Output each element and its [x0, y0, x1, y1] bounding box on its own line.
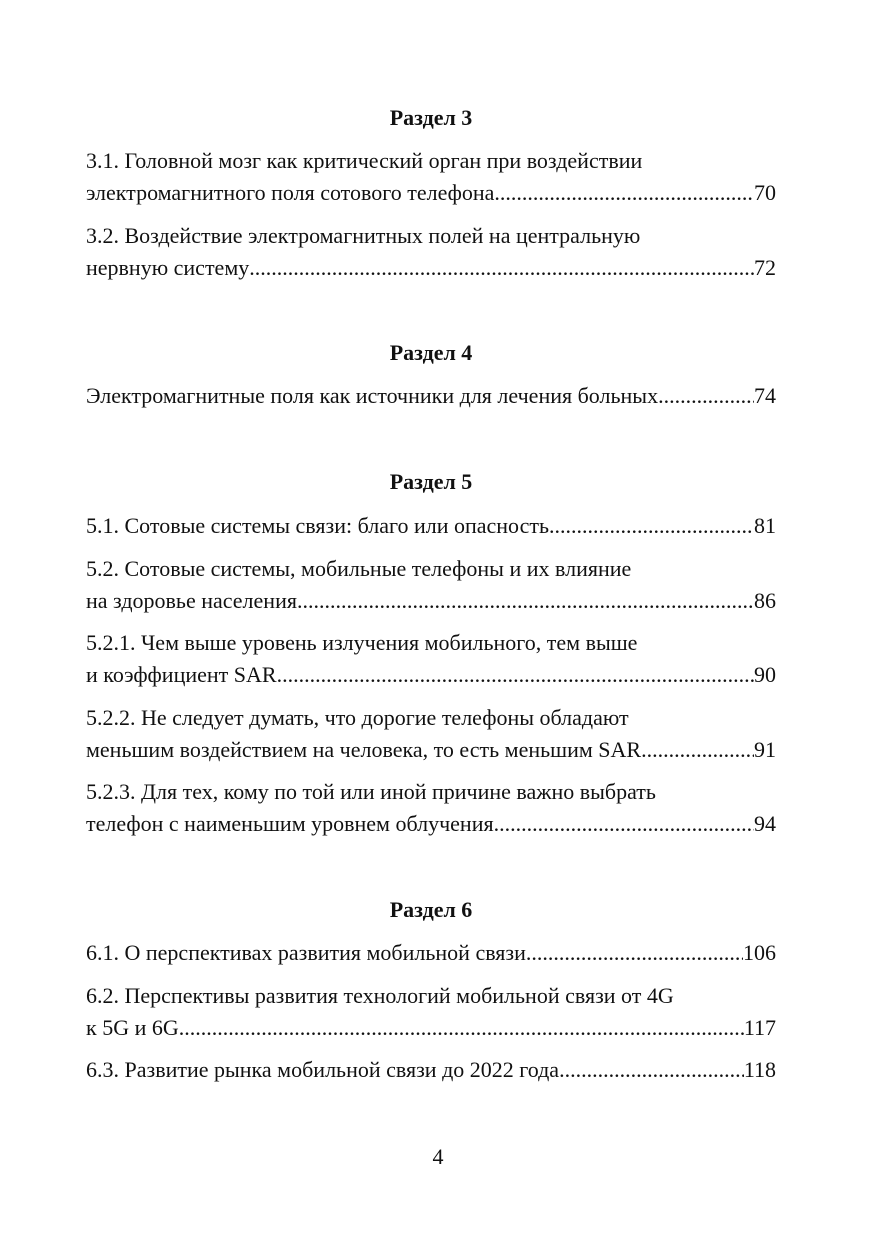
toc-entry-title-line1: 5.2.3. Для тех, кому по той или иной причине важно выбрать	[86, 779, 656, 804]
toc-entry-title: Электромагнитные поля как источники для лечения больных	[86, 383, 659, 408]
dot-leader	[658, 380, 754, 412]
toc-entry-page: 72	[754, 255, 776, 280]
dot-leader	[549, 510, 754, 542]
toc-entry-title: 6.1. О перспективах развития мобильной связи	[86, 940, 526, 965]
toc-entry	[86, 380, 776, 412]
toc-entry	[86, 937, 776, 969]
dot-leader	[494, 808, 754, 840]
dot-leader	[641, 734, 754, 766]
toc-entry	[86, 220, 776, 284]
toc-entry-page: 70	[754, 180, 776, 205]
toc-entry-title-line2: к 5G и 6G	[86, 1015, 179, 1040]
page-number: 4	[432, 1144, 444, 1169]
toc-entry	[86, 776, 776, 840]
dot-leader	[297, 585, 754, 617]
dot-leader	[494, 177, 754, 209]
toc-entry-title-line2: на здоровье населения	[86, 588, 297, 613]
section-heading: Раздел 4	[389, 340, 473, 365]
toc-entry-title-line1: 5.2. Сотовые системы, мобильные телефоны и их влияние	[86, 556, 632, 581]
toc-entry-page: 91	[754, 737, 776, 762]
toc-entry	[86, 702, 776, 766]
toc-entry-title: 5.1. Сотовые системы связи: благо или опасность	[86, 513, 550, 538]
toc-entry-title-line2: нервную систему	[86, 255, 250, 280]
toc-entry-title-line2: меньшим воздействием на человека, то есть меньшим SAR	[86, 737, 642, 762]
section-heading: Раздел 3	[389, 105, 473, 130]
toc-entry	[86, 145, 776, 209]
dot-leader	[249, 252, 754, 284]
toc-entry-title-line2: электромагнитного поля сотового телефона	[86, 180, 495, 205]
dot-leader	[559, 1054, 744, 1086]
toc-entry	[86, 980, 776, 1044]
toc-entry	[86, 1054, 776, 1086]
toc-entry-title-line1: 3.2. Воздействие электромагнитных полей на центральную	[86, 223, 641, 248]
toc-entry-page: 118	[743, 1057, 776, 1082]
dot-leader	[526, 937, 743, 969]
dot-leader	[179, 1012, 744, 1044]
dot-leader	[277, 659, 754, 691]
section-heading: Раздел 5	[389, 469, 473, 494]
toc-entry-page: 117	[743, 1015, 776, 1040]
toc-entry-title-line1: 5.2.1. Чем выше уровень излучения мобильного, тем выше	[86, 630, 638, 655]
toc-entry-page: 94	[754, 811, 776, 836]
toc-entry-title-line2: и коэффициент SAR	[86, 662, 277, 687]
toc-entry-page: 74	[754, 383, 776, 408]
toc-entry	[86, 510, 776, 542]
section-heading: Раздел 6	[389, 897, 473, 922]
toc-entry-page: 90	[754, 662, 776, 687]
toc-entry-title-line1: 3.1. Головной мозг как критический орган при воздействии	[86, 148, 643, 173]
toc-entry-title-line1: 5.2.2. Не следует думать, что дорогие телефоны обладают	[86, 705, 629, 730]
toc-entry-page: 86	[754, 588, 776, 613]
toc-entry	[86, 553, 776, 617]
toc-entry-title-line1: 6.2. Перспективы развития технологий мобильной связи от 4G	[86, 983, 674, 1008]
toc-entry-page: 106	[743, 940, 776, 965]
toc-entry-page: 81	[754, 513, 776, 538]
toc-entry	[86, 627, 776, 691]
toc-entry-title-line2: телефон с наименьшим уровнем облучения	[86, 811, 494, 836]
toc-entry-title: 6.3. Развитие рынка мобильной связи до 2022 года	[86, 1057, 560, 1082]
